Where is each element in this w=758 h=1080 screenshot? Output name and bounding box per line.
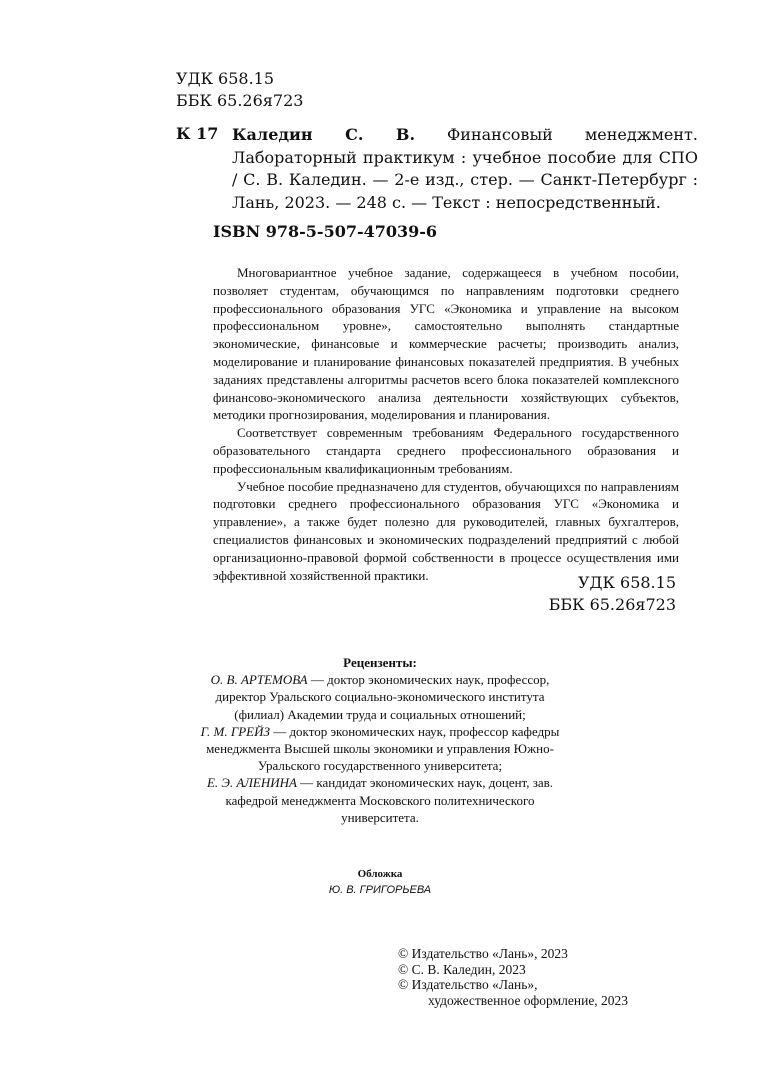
bbk-code: ББК 65.26я723 xyxy=(176,91,304,110)
reviewer-name: О. В. АРТЕМОВА xyxy=(210,672,308,688)
reviewers-title: Рецензенты: xyxy=(343,655,417,670)
bibliographic-record xyxy=(232,124,698,214)
bbk-code: ББК 65.26я723 xyxy=(548,595,676,614)
reviewer-description: — кандидат экономических наук, доцент, зав. кафедрой менеджмента Московского политехнического университета. xyxy=(225,775,554,825)
reviewer-name: Е. Э. АЛЕНИНА xyxy=(206,775,297,791)
copyright-line: © С. В. Каледин, 2023 xyxy=(398,961,526,977)
copyright-block xyxy=(398,946,628,1008)
annotation-paragraph: Соответствует современным требованиям Федерального государственного образовательного стандарта среднего профессионального образования и профессиональным квалификационным требованиям. xyxy=(213,425,679,476)
reviewer-description: — доктор экономических наук, профессор кафедры менеджмента Высшей школы экономики и управления Южно-Уральского государственного университета; xyxy=(206,723,560,774)
bibliographic-description: Финансовый менеджмент. Лабораторный практикум : учебное пособие для СПО / С. В. Каледин. — 2-е изд., стер. — Санкт-Петербург : Лань, 2023. — 248 с. — Текст : непосредственный. xyxy=(232,125,698,212)
annotation-paragraph: Учебное пособие предназначено для студентов, обучающихся по направлениям подготовки среднего профессионального образования УГС «Экономика и управление», а также будет полезно для руководителей, главных бухгалтеров, специалистов финансовых и экономических подразделений предприятий с любой организационно-правовой формой собственности в процессе осуществления ими эффективной хозяйственной практики. xyxy=(213,478,679,583)
annotation xyxy=(213,264,679,584)
reviewer-description: — доктор экономических наук, профессор, директор Уральского социально-экономического института (филиал) Академии труда и социальных отношений; xyxy=(215,672,550,722)
reviewers-block xyxy=(200,654,560,826)
copyright-line: © Издательство «Лань», xyxy=(398,977,538,992)
copyright-line: © Издательство «Лань», 2023 xyxy=(398,946,568,961)
author-mark: К 17 xyxy=(176,124,219,143)
cover-credit xyxy=(200,866,560,898)
udk-block-top xyxy=(176,68,303,112)
isbn: ISBN 978-5-507-47039-6 xyxy=(213,222,438,241)
cover-title: Обложка xyxy=(357,868,403,880)
udk-code: УДК 658.15 xyxy=(176,69,275,88)
reviewer-entry xyxy=(200,774,560,826)
author-name: Каледин С. В. xyxy=(232,125,416,144)
cover-designer: Ю. В. ГРИГОРЬЕВА xyxy=(328,884,432,896)
reviewer-name: Г. М. ГРЕЙЗ xyxy=(200,723,270,739)
copyright-line: художественное оформление, 2023 xyxy=(428,992,629,1008)
annotation-paragraph: Многовариантное учебное задание, содержащееся в учебном пособии, позволяет студентам, обучающимся по направлениям подготовки среднего профессионального образования УГС «Экономика и управление на высоком профессиональном уровне», самостоятельно выполнять стандартные экономические, финансовые и коммерческие расчеты; производить анализ, моделирование и планирование финансовых показателей предприятия. В учебных заданиях представлены алгоритмы расчетов всего блока показателей комплексного финансово-экономического анализа деятельности хозяйствующих субъектов, методики прогнозирования, моделирования и планирования. xyxy=(213,265,679,423)
reviewer-entry xyxy=(200,723,560,775)
udk-block-bottom xyxy=(549,572,676,616)
reviewer-entry xyxy=(200,671,560,723)
udk-code: УДК 658.15 xyxy=(577,573,676,592)
